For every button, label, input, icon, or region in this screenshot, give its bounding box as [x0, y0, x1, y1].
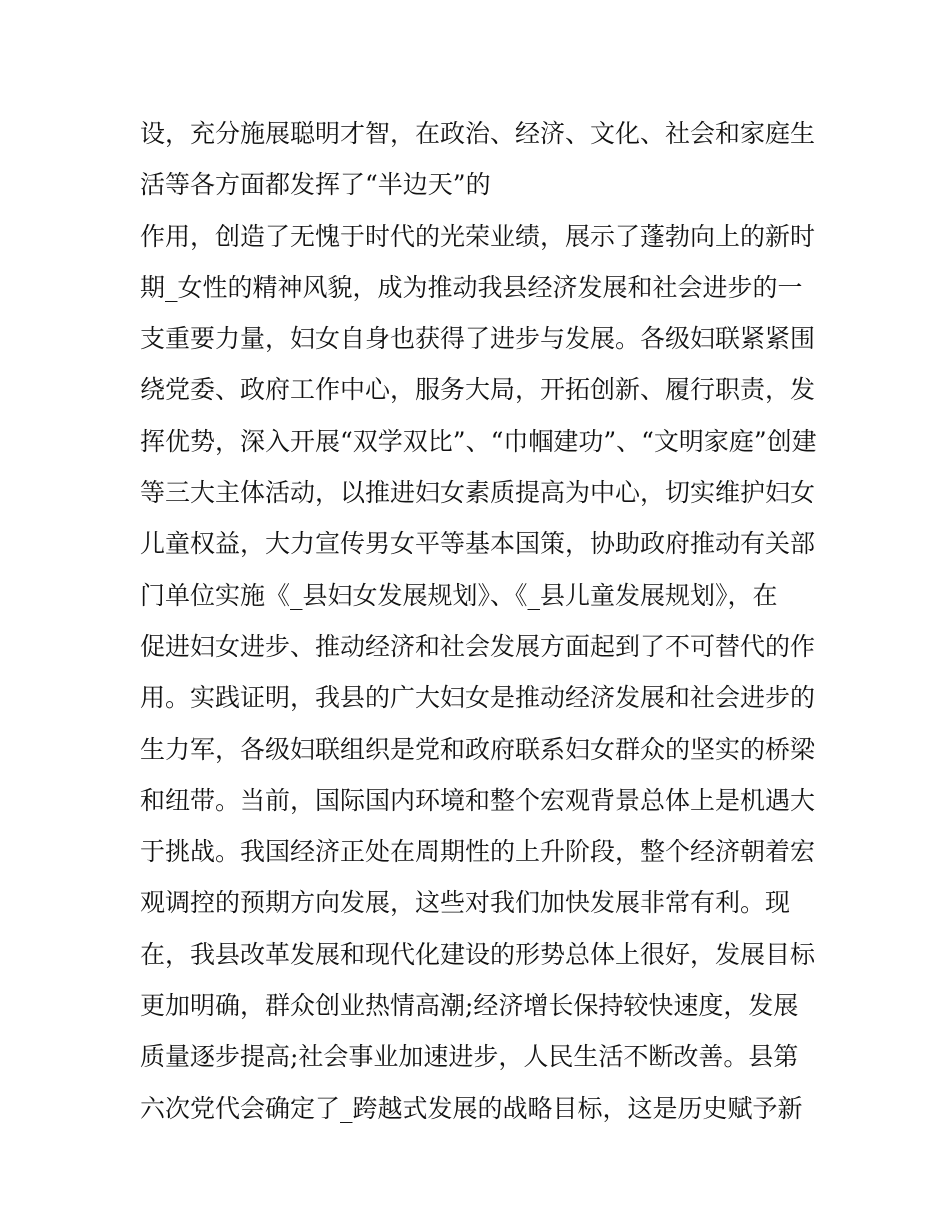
- body-text: [140, 108, 820, 1134]
- text-line: 支重要力量，妇女自身也获得了进步与发展。各级妇联紧紧围: [140, 324, 816, 354]
- text-line: 设，充分施展聪明才智，在政治、经济、文化、社会和家庭生: [140, 119, 816, 148]
- text-line: 和纽带。当前，国际国内环境和整个宏观背景总体上是机遇大: [140, 785, 816, 815]
- text-line: 更加明确，群众创业热情高潮;经济增长保持较快速度，发展: [140, 991, 799, 1021]
- text-line: 活等各方面都发挥了“半边天”的: [140, 170, 491, 200]
- text-line: 促进妇女进步、推动经济和社会发展方面起到了不可替代的作: [140, 631, 816, 661]
- text-line: 在，我县改革发展和现代化建设的形势总体上很好，发展目标: [140, 939, 816, 969]
- text-line: 于挑战。我国经济正处在周期性的上升阶段，整个经济朝着宏: [140, 837, 816, 867]
- text-line: 作用，创造了无愧于时代的光荣业绩，展示了蓬勃向上的新时: [140, 221, 816, 251]
- text-line: 挥优势，深入开展“双学双比”、“巾帼建功”、“文明家庭”创建: [140, 426, 817, 456]
- text-line: 用。实践证明，我县的广大妇女是推动经济发展和社会进步的: [140, 683, 816, 713]
- text-line: 六次党代会确定了_跨越式发展的战略目标，这是历史赋予新: [140, 1093, 803, 1123]
- text-line: 儿童权益，大力宣传男女平等基本国策，协助政府推动有关部: [140, 529, 816, 559]
- text-line: 门单位实施《_县妇女发展规划》、《_县儿童发展规划》，在: [140, 580, 778, 610]
- text-line: 生力军，各级妇联组织是党和政府联系妇女群众的坚实的桥梁: [140, 734, 816, 764]
- text-line: 观调控的预期方向发展，这些对我们加快发展非常有利。现: [140, 888, 791, 918]
- text-line: 期_女性的精神风貌，成为推动我县经济发展和社会进步的一: [140, 272, 803, 302]
- text-line: 绕党委、政府工作中心，服务大局，开拓创新、履行职责，发: [140, 375, 816, 405]
- text-line: 质量逐步提高;社会事业加速进步，人民生活不断改善。县第: [140, 1042, 799, 1072]
- text-line: 等三大主体活动，以推进妇女素质提高为中心，切实维护妇女: [140, 478, 816, 508]
